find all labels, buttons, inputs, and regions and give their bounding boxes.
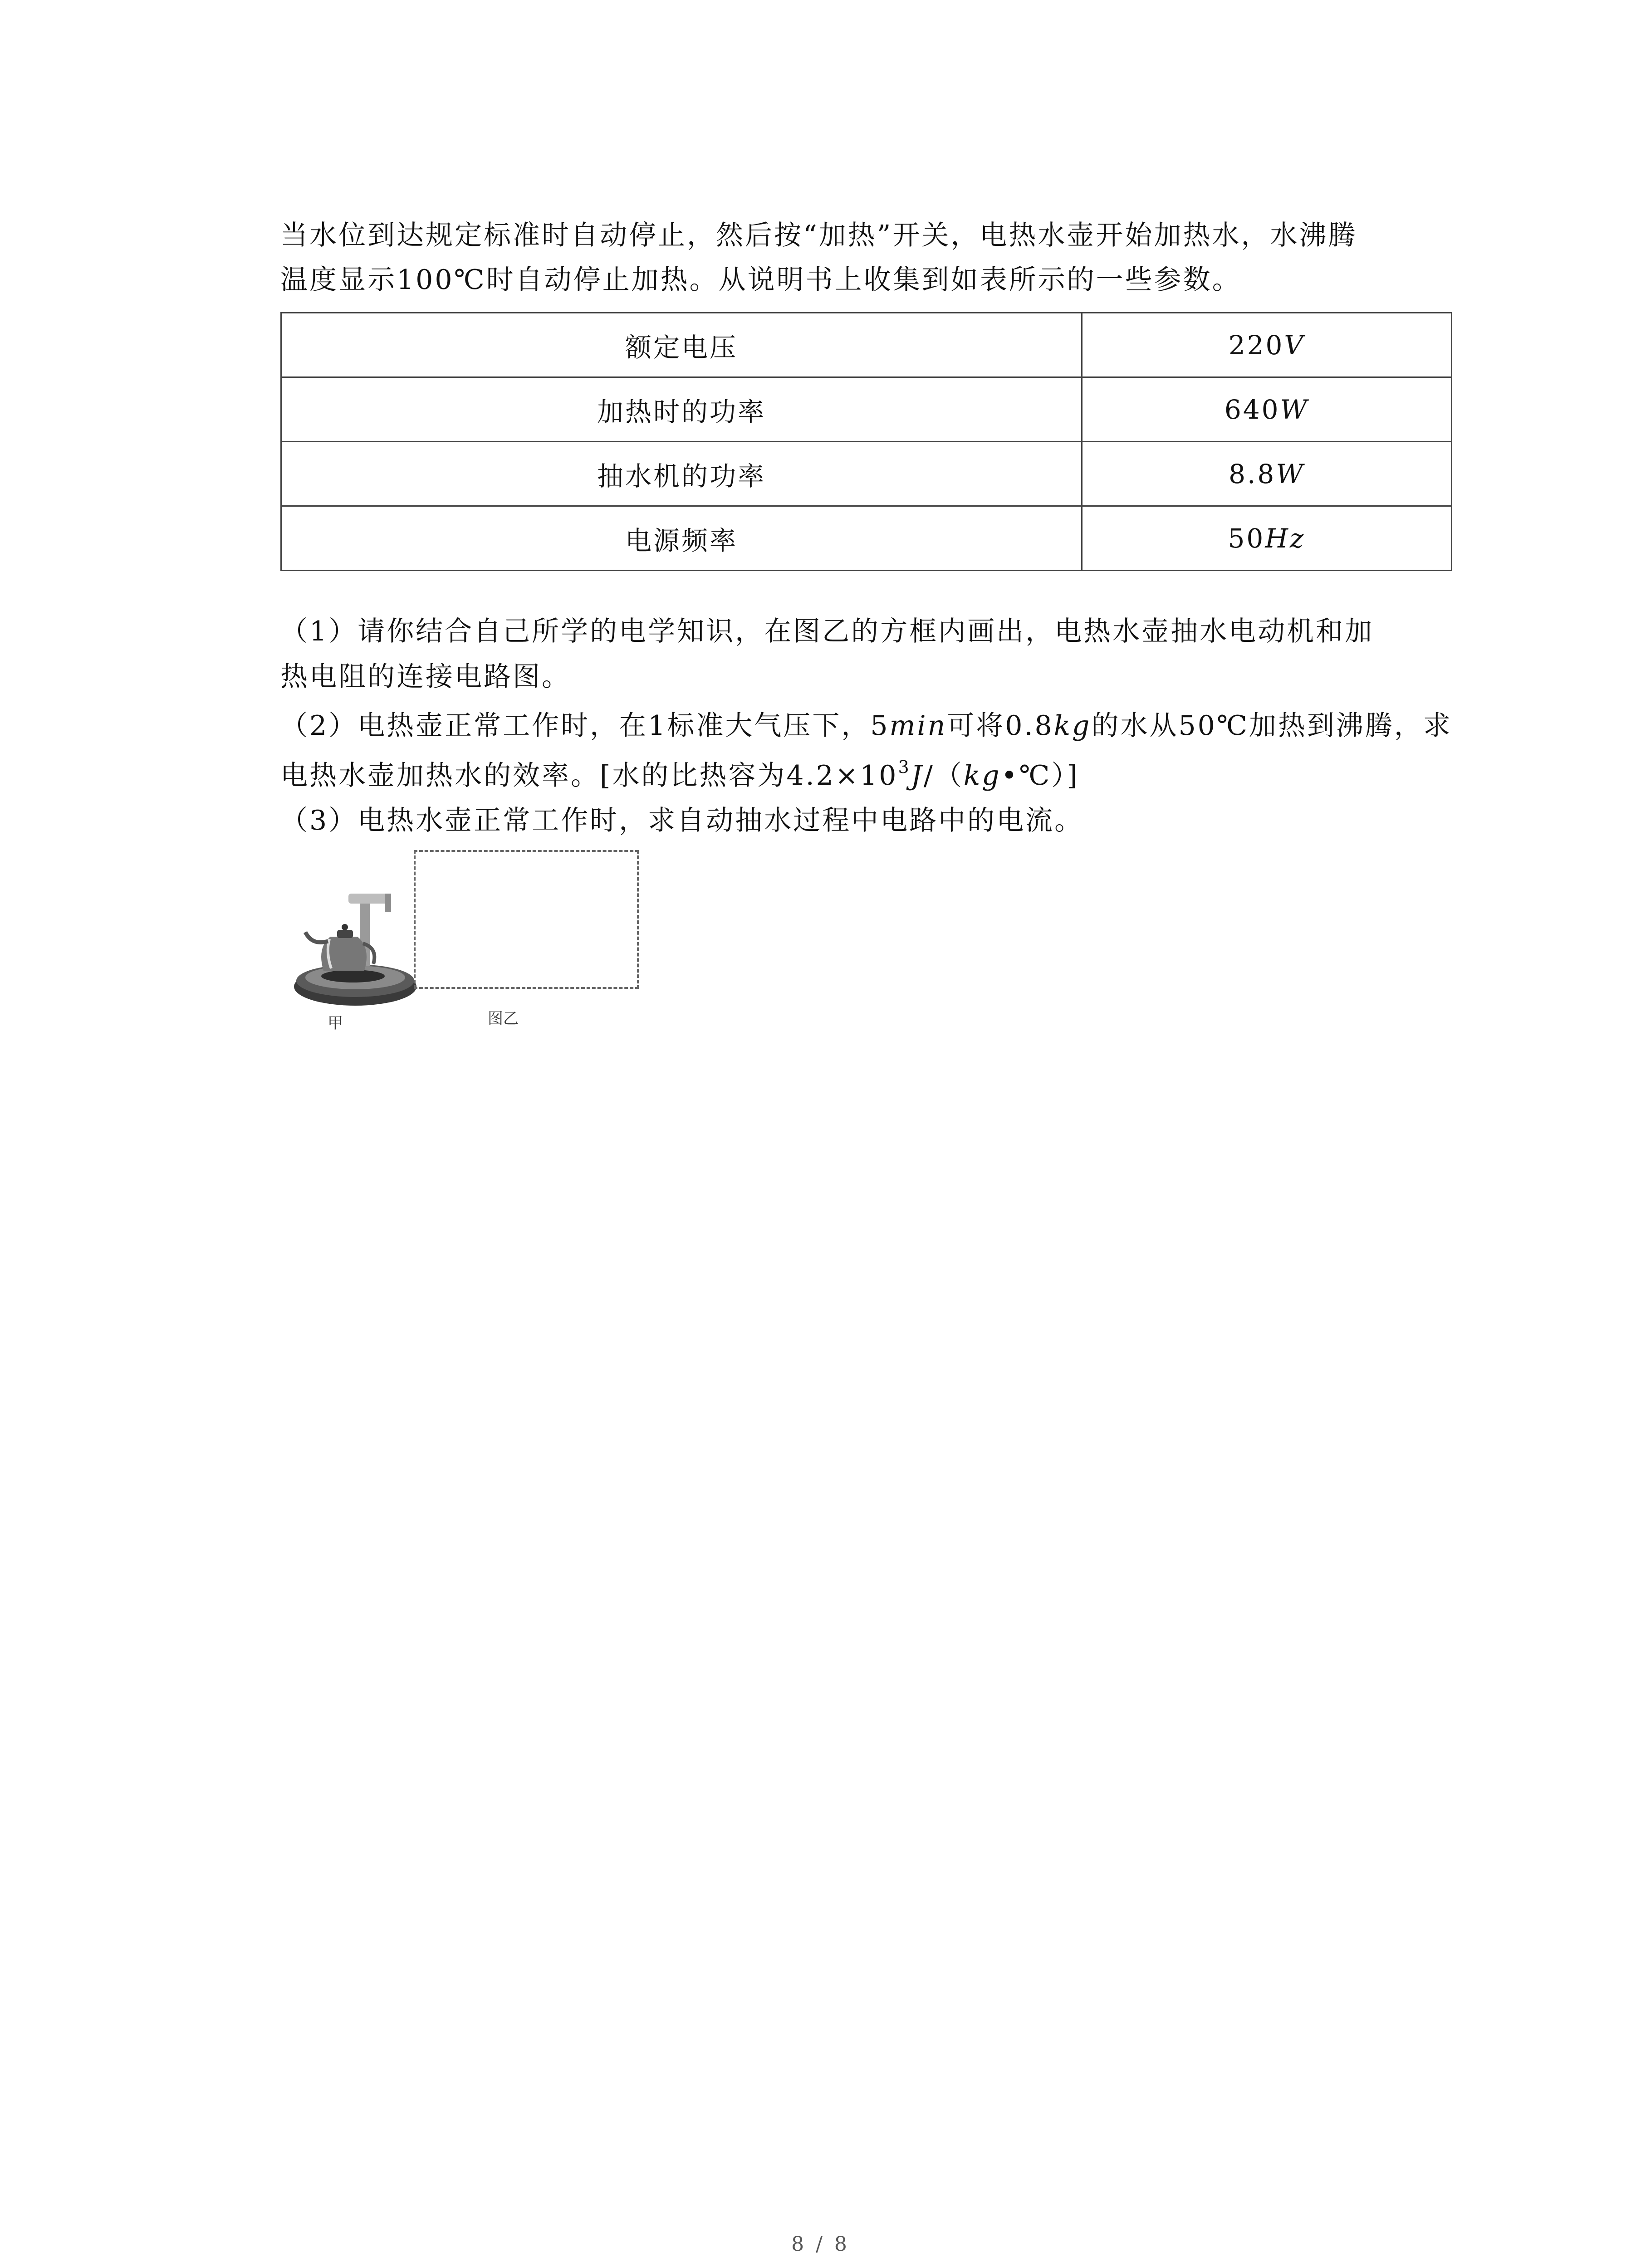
intro-line-2: 温度显示100℃时自动停止加热。从说明书上收集到如表所示的一些参数。 — [280, 264, 1241, 296]
question-1-line-1: （1）请你结合自己所学的电学知识，在图乙的方框内画出，电热水壶抽水电动机和加 — [280, 616, 1374, 647]
table-cell-label: 电源频率 — [281, 506, 1082, 571]
parameter-table — [280, 312, 1452, 571]
figure-b-caption: 图乙 — [488, 1010, 519, 1028]
table-cell-label: 额定电压 — [281, 313, 1082, 377]
answer-box-figure-b — [414, 850, 639, 989]
table-row — [281, 506, 1452, 571]
electric-kettle-image — [280, 880, 416, 1016]
table-cell-label: 加热时的功率 — [281, 377, 1082, 442]
page-number: 8 / 8 — [791, 2233, 850, 2256]
intro-line-1: 当水位到达规定标准时自动停止，然后按“加热”开关，电热水壶开始加热水，水沸腾 — [280, 220, 1357, 251]
table-cell-value: 220V — [1082, 313, 1452, 377]
table-cell-value: 640W — [1082, 377, 1452, 442]
table-cell-value: 50Hz — [1082, 506, 1452, 571]
figure-a-caption: 甲 — [328, 1014, 343, 1032]
table-cell-label: 抽水机的功率 — [281, 442, 1082, 506]
question-2-line-2: 电热水壶加热水的效率。[水的比热容为$4.2\times 10^3J/(kg•℃)$] — [280, 757, 1079, 792]
table-cell-value: 8.8W — [1082, 442, 1452, 506]
question-2-line-1: （2）电热壶正常工作时，在1标准大气压下，5min可将0.8kg的水从50℃加热到沸腾，求 — [280, 710, 1452, 742]
question-1-line-2: 热电阻的连接电路图。 — [280, 661, 571, 693]
table-row — [281, 442, 1452, 506]
table-row — [281, 377, 1452, 442]
question-3-line-1: （3）电热水壶正常工作时，求自动抽水过程中电路中的电流。 — [280, 805, 1084, 836]
table-row — [281, 313, 1452, 377]
